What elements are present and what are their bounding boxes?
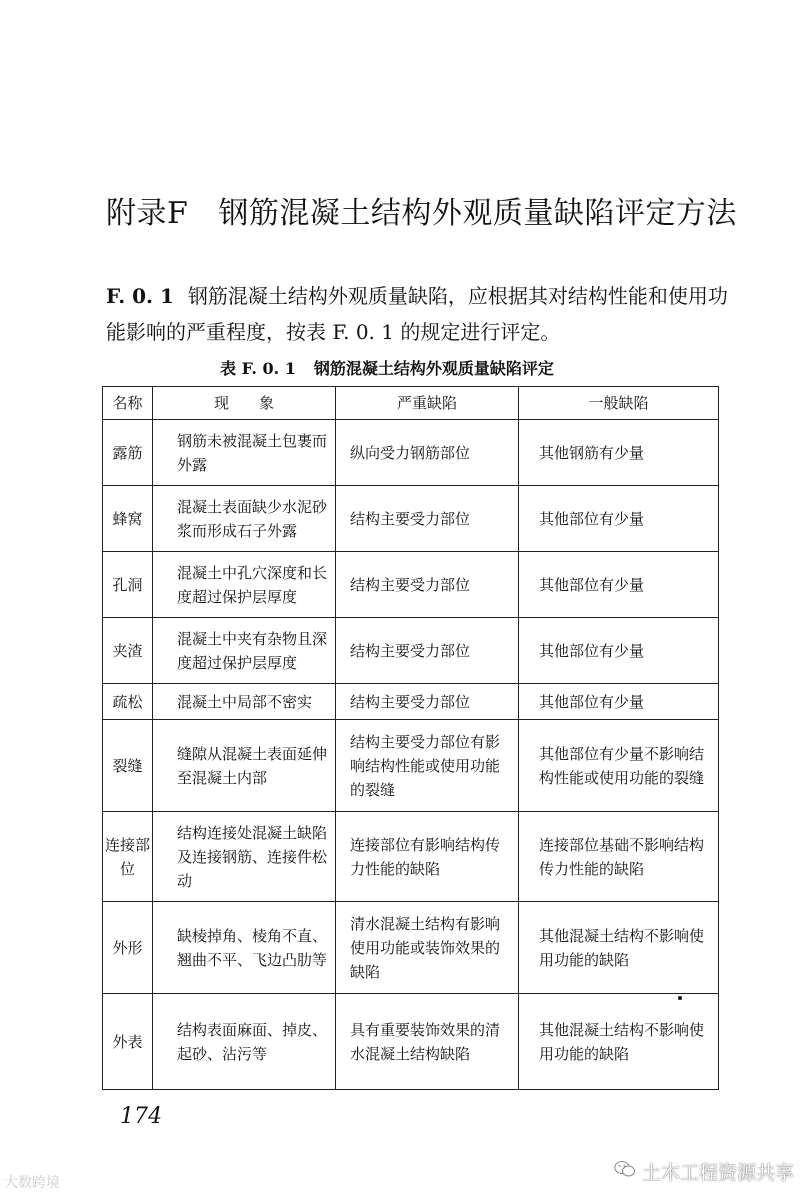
row-serious: 结构主要受力部位 xyxy=(336,684,519,720)
header-name: 名称 xyxy=(103,387,153,420)
watermark-left-text: 大数跨境 xyxy=(4,1175,60,1191)
header-phenomenon: 现 象 xyxy=(153,387,336,420)
row-general: 其他钢筋有少量 xyxy=(519,420,719,486)
watermark-left xyxy=(4,1172,60,1192)
row-phenomenon: 结构表面麻面、掉皮、起砂、沾污等 xyxy=(153,994,336,1090)
appendix-title xyxy=(106,192,746,236)
table-row xyxy=(103,902,719,994)
row-phenomenon: 结构连接处混凝土缺陷及连接钢筋、连接件松动 xyxy=(153,812,336,902)
table-caption xyxy=(220,356,720,379)
row-phenomenon: 混凝土中夹有杂物且深度超过保护层厚度 xyxy=(153,618,336,684)
row-phenomenon: 缺棱掉角、棱角不直、翘曲不平、飞边凸肋等 xyxy=(153,902,336,994)
row-name: 孔洞 xyxy=(103,552,153,618)
row-general: 其他部位有少量 xyxy=(519,552,719,618)
row-name: 连接部位 xyxy=(103,812,153,902)
row-serious: 具有重要装饰效果的清水混凝土结构缺陷 xyxy=(336,994,519,1090)
section-text: 钢筋混凝土结构外观质量缺陷，应根据其对结构性能和使用功能影响的严重程度，按表 F. 0. 1 的规定进行评定。 xyxy=(106,284,728,344)
appendix-label: 附录F xyxy=(106,196,189,231)
row-phenomenon: 混凝土中局部不密实 xyxy=(153,684,336,720)
row-serious: 结构主要受力部位 xyxy=(336,486,519,552)
row-general: 其他部位有少量 xyxy=(519,486,719,552)
table-row xyxy=(103,684,719,720)
row-general: 其他混凝土结构不影响使用功能的缺陷 xyxy=(519,902,719,994)
row-serious: 清水混凝土结构有影响使用功能或装饰效果的缺陷 xyxy=(336,902,519,994)
print-speck xyxy=(678,996,682,1000)
row-serious: 结构主要受力部位 xyxy=(336,552,519,618)
row-serious: 纵向受力钢筋部位 xyxy=(336,420,519,486)
row-name: 夹渣 xyxy=(103,618,153,684)
row-phenomenon: 缝隙从混凝土表面延伸至混凝土内部 xyxy=(153,720,336,812)
appendix-title-text: 钢筋混凝土结构外观质量缺陷评定方法 xyxy=(218,196,737,231)
row-name: 蜂窝 xyxy=(103,486,153,552)
table-row xyxy=(103,552,719,618)
row-serious: 连接部位有影响结构传力性能的缺陷 xyxy=(336,812,519,902)
wechat-icon xyxy=(614,1160,636,1183)
table-row xyxy=(103,994,719,1090)
table-row xyxy=(103,420,719,486)
table-row xyxy=(103,812,719,902)
row-phenomenon: 钢筋未被混凝土包裹而外露 xyxy=(153,420,336,486)
section-paragraph xyxy=(106,278,746,350)
table-row xyxy=(103,486,719,552)
row-name: 外形 xyxy=(103,902,153,994)
table-caption-text: 钢筋混凝土结构外观质量缺陷评定 xyxy=(313,359,554,378)
section-number: F. 0. 1 xyxy=(106,284,174,308)
row-name: 裂缝 xyxy=(103,720,153,812)
header-general: 一般缺陷 xyxy=(519,387,719,420)
watermark-right xyxy=(614,1158,794,1185)
row-phenomenon: 混凝土中孔穴深度和长度超过保护层厚度 xyxy=(153,552,336,618)
table-header-row xyxy=(103,387,719,420)
row-general: 其他部位有少量 xyxy=(519,618,719,684)
row-serious: 结构主要受力部位 xyxy=(336,618,519,684)
row-serious: 结构主要受力部位有影响结构性能或使用功能的裂缝 xyxy=(336,720,519,812)
table-row xyxy=(103,720,719,812)
row-name: 外表 xyxy=(103,994,153,1090)
table-row xyxy=(103,618,719,684)
row-general: 其他部位有少量 xyxy=(519,684,719,720)
row-phenomenon: 混凝土表面缺少水泥砂浆而形成石子外露 xyxy=(153,486,336,552)
table-caption-number: 表 F. 0. 1 xyxy=(220,359,296,378)
row-general: 连接部位基础不影响结构传力性能的缺陷 xyxy=(519,812,719,902)
defect-table xyxy=(102,386,719,1090)
row-name: 疏松 xyxy=(103,684,153,720)
row-name: 露筋 xyxy=(103,420,153,486)
page-number: 174 xyxy=(120,1104,162,1129)
row-general: 其他混凝土结构不影响使用功能的缺陷 xyxy=(519,994,719,1090)
row-general: 其他部位有少量不影响结构性能或使用功能的裂缝 xyxy=(519,720,719,812)
watermark-right-text: 土木工程资源共享 xyxy=(641,1162,794,1184)
header-serious: 严重缺陷 xyxy=(336,387,519,420)
